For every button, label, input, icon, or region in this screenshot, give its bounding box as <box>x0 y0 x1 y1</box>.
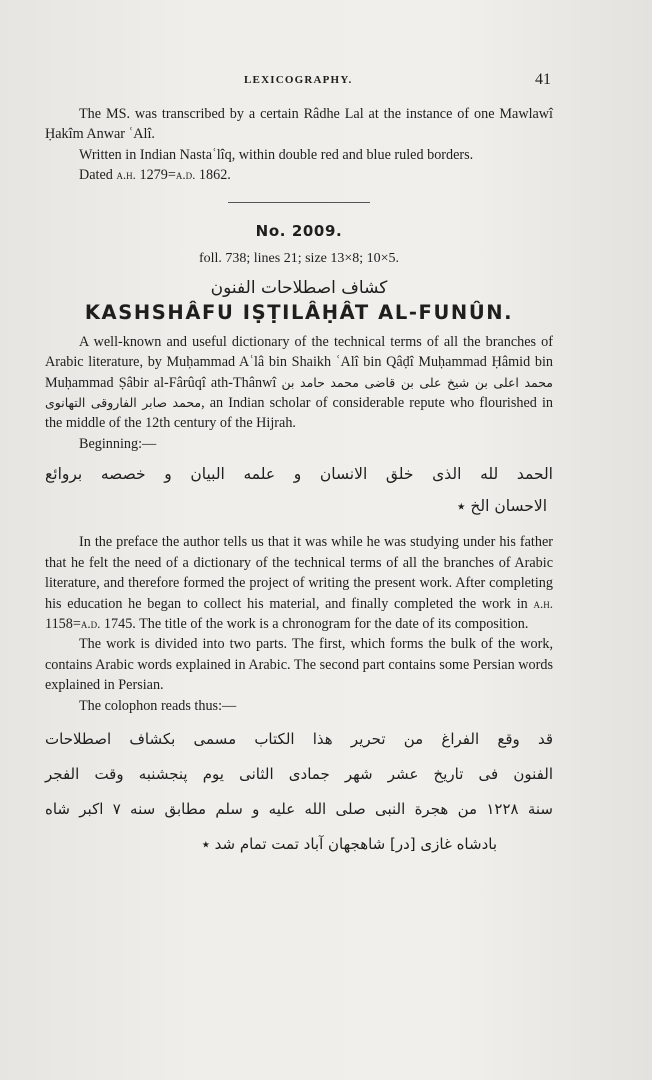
colophon-line-2: الفنون فى تاريخ عشر شهر جمادى الثانى يوم پنجشنبه وقت الفجر <box>45 764 553 783</box>
colophon-line-4: بادشاه غازى [در] شاهجهان آباد تمت تمام شد ٭ <box>201 834 497 853</box>
date-suffix: 1862. <box>195 167 231 184</box>
transcription-note: The MS. was transcribed by a certain Râdhe Lal at the instance of one Mawlawî Ḥakîm Anwar ʿAlî. <box>45 106 553 143</box>
ad-label: a.d. <box>175 167 196 183</box>
colophon-label: The colophon reads thus:— <box>79 697 237 714</box>
preface-ad-label: a.d. <box>80 615 101 631</box>
preface-ah-label: a.h. <box>533 595 553 611</box>
entry-meta: foll. 738; lines 21; size 13×8; 10×5. <box>198 251 400 267</box>
description-text-b: , an Indian scholar of considerable repute who flourished in the middle of the 12th century of the Hijrah. <box>45 395 554 432</box>
colophon-line-1: قد وقع الفراغ من تحرير هذا الكتاب مسمى بكشاف اصطلاحات <box>45 729 553 748</box>
description-text-a: A well-known and useful dictionary of the technical terms of all the branches of Arabic literature, by Muḥammad Aʿlâ bin Shaikh ʿAlî bin Qâḍî Muḥammad Ḥâmid bin Muḥammad Ṣâbir al-Fârûqî ath-Thânwî <box>45 333 553 391</box>
page-number: 41 <box>535 71 551 88</box>
preface-paragraph <box>45 532 553 634</box>
preface-text-a: In the preface the author tells us that it was while he was studying under his father that he felt the need of a dictionary of the technical terms of all the branches of Arabic literature, and therefore formed the project of writing the present work. After completing his education he began to collect his material, and finally completed the work in <box>45 534 553 612</box>
colophon-line-3: سنة ١٢٢٨ من هجرة النبى صلى الله عليه و سلم مطابق سنه ٧ اكبر شاه <box>45 799 553 818</box>
description-paragraph <box>45 332 553 434</box>
date-middle: 1279= <box>135 167 176 184</box>
beginning-arabic-line-1: الحمد لله الذى خلق الانسان و علمه البيان و خصصه بروائع <box>45 465 553 484</box>
ah-label: a.h. <box>116 167 136 183</box>
parts-paragraph: The work is divided into two parts. The first, which forms the bulk of the work, contains Arabic words explained in Arabic. The second part contains some Persian words explained in Persian. <box>45 636 553 694</box>
author-arabic-name: محمد اعلى بن شيخ على بن قاضى محمد حامد بن محمد صابر الفاروقى التهانوى <box>45 374 553 411</box>
beginning-arabic-line-2: الاحسان الخ ٭ <box>457 497 547 516</box>
running-title: LEXICOGRAPHY. <box>244 74 353 86</box>
page-body <box>45 104 553 862</box>
script-note: Written in Indian Nastaʿlîq, within double red and blue ruled borders. <box>79 146 474 163</box>
running-head <box>0 71 652 94</box>
preface-year: 1158= <box>45 615 81 632</box>
section-divider <box>228 202 370 203</box>
date-prefix: Dated <box>79 167 117 184</box>
entry-number: No. 2009. <box>255 221 343 240</box>
arabic-title: كشاف اصطلاحات الفنون <box>210 278 388 299</box>
date-note <box>45 165 553 185</box>
entry-title: KASHSHÂFU IṢṬILÂḤÂT AL-FUNÛN. <box>84 301 514 325</box>
preface-text-b: 1745. The title of the work is a chronogram for the date of its composition. <box>100 615 529 632</box>
beginning-label: Beginning:— <box>79 435 157 452</box>
colophon <box>45 722 553 862</box>
